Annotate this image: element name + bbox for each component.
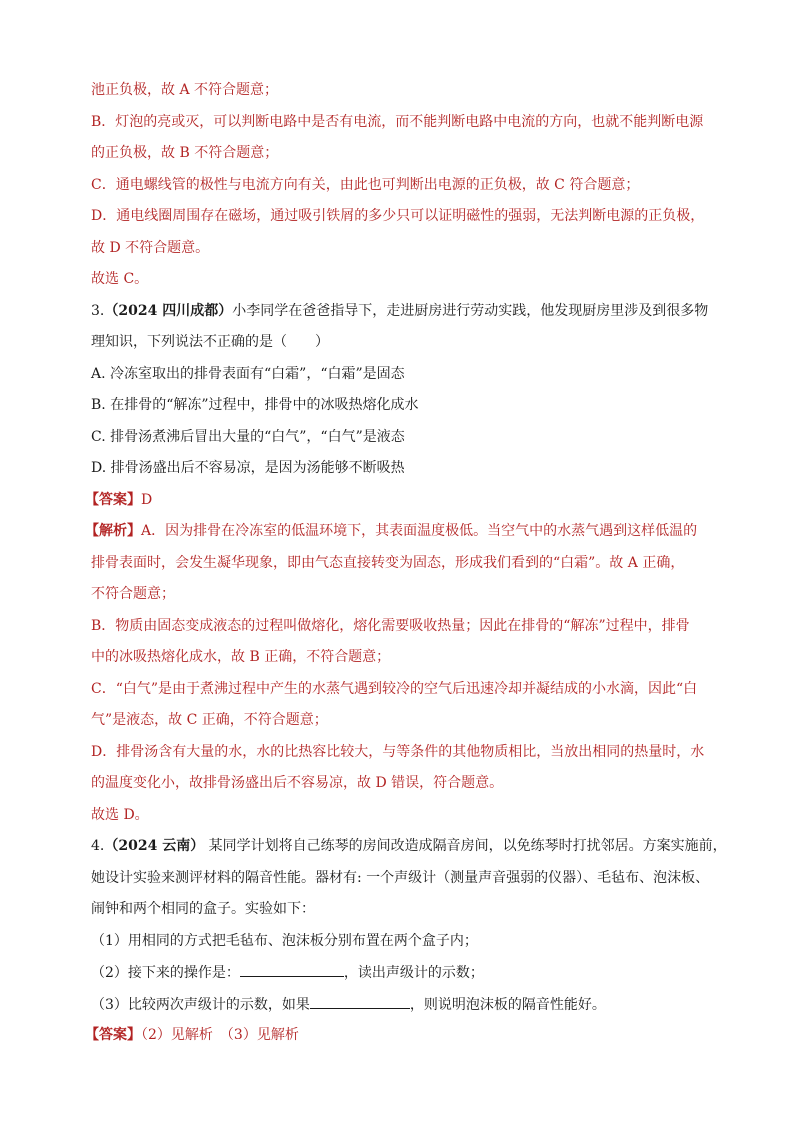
q3-option-d: D. 排骨汤盛出后不容易凉，是因为汤能够不断吸热	[91, 460, 405, 476]
q2-analysis-line: 的正负极，故 B 不符合题意；	[91, 145, 279, 161]
q3-option-b: B. 在排骨的“解冻”过程中，排骨中的冰吸热熔化成水	[91, 397, 419, 413]
q3-analysis-line: D．排骨汤含有大量的水，水的比热容比较大，与等条件的其他物质相比，当放出相同的热量时，水	[91, 743, 705, 760]
q3-analysis-line: 排骨表面时，会发生凝华现象，即由气态直接转变为固态，形成我们看到的“白霜”。故 A 正确，	[91, 554, 685, 571]
q4-answer-line	[85, 1023, 711, 1055]
q2-analysis-line: 故 D 不符合题意。	[91, 239, 210, 256]
q3-analysis-line: 中的冰吸热熔化成水，故 B 正确，不符合题意；	[91, 649, 391, 665]
q2-analysis-line: B．灯泡的亮或灭，可以判断电路中是否有电流，而不能判断电路中电流的方向，也就不能判断电源	[91, 113, 704, 130]
q4-source: （2024 云南）	[104, 838, 205, 854]
q4-step-2	[91, 960, 711, 992]
q3-option-a: A. 冷冻室取出的排骨表面有“白霜”，“白霜”是固态	[91, 365, 405, 382]
q3-analysis-line: B．物质由固态变成液态的过程叫做熔化，熔化需要吸收热量；因此在排骨的“解冻”过程中，排骨	[91, 617, 690, 634]
answer-blank	[240, 960, 344, 977]
q3-analysis-line: 气”是液态，故 C 正确，不符合题意；	[91, 712, 328, 728]
q3-analysis-text: A．因为排骨在冷冻室的低温环境下，其表面温度极低。当空气中的水蒸气遇到这样低温的	[141, 523, 698, 539]
q3-answer-value: D	[141, 491, 153, 508]
q4-step-2-suffix: ，读出声级计的示数；	[343, 965, 484, 981]
q3-analysis-label: 【解析】	[85, 523, 141, 539]
q3-analysis-line: 不符合题意；	[91, 586, 175, 602]
q3-analysis-line	[85, 519, 711, 551]
q4-step-3-suffix: ，则说明泡沫板的隔音性能好。	[409, 996, 606, 1013]
document-page	[85, 78, 727, 1055]
q2-analysis-line: 池正负极，故 A 不符合题意；	[91, 82, 279, 98]
q2-analysis-line: C．通电螺线管的极性与电流方向有关，由此也可判断出电源的正负极，故 C 符合题意；	[91, 176, 640, 193]
q4-step-3	[91, 992, 711, 1024]
q3-analysis-line: C．“白气”是由于煮沸过程中产生的水蒸气遇到较冷的空气后迅速冷却并凝结成的小水滴，因此“白	[91, 680, 698, 697]
q4-answer-value: （2）见解析 （3）见解析	[141, 1027, 299, 1043]
q3-answer-label: 【答案】	[85, 491, 141, 508]
q4-stem-line: 闹钟和两个相同的盒子。实验如下：	[91, 901, 315, 917]
q3-conclusion: 故选 D。	[91, 806, 149, 823]
q4-number: 4.	[91, 838, 105, 854]
q3-stem-line: 理知识，下列说法不正确的是（ ）	[91, 334, 329, 350]
q3-source: （2024 四川成都）	[104, 302, 233, 319]
q3-analysis-line: 的温度变化小，故排骨汤盛出后不容易凉，故 D 错误，符合题意。	[91, 775, 504, 791]
q4-stem-line: 她设计实验来测评材料的隔音性能。器材有: 一个声级计（测量声音强弱的仪器）、毛毡布、泡沫板、	[91, 869, 710, 886]
q2-conclusion: 故选 C。	[91, 271, 149, 287]
q4-step-1: （1）用相同的方式把毛毡布、泡沫板分别布置在两个盒子内；	[91, 932, 478, 949]
q3-stem-line	[91, 299, 711, 331]
q3-option-c: C. 排骨汤煮沸后冒出大量的“白气”，“白气”是液态	[91, 428, 405, 445]
q2-analysis-line: D．通电线圈周围存在磁场，通过吸引铁屑的多少只可以证明磁性的强弱，无法判断电源的正负极，	[91, 208, 705, 224]
q4-answer-label: 【答案】	[85, 1027, 141, 1043]
q4-stem-text: 某同学计划将自己练琴的房间改造成隔音房间，以免练琴时打扰邻居。方案实施前，	[204, 838, 727, 854]
q3-answer-line	[85, 488, 711, 520]
q4-step-3-prefix: （3）比较两次声级计的示数，如果	[91, 996, 310, 1013]
q3-stem-text: 小李同学在爸爸指导下，走进厨房进行劳动实践，他发现厨房里涉及到很多物	[232, 302, 709, 319]
q3-number: 3.	[91, 302, 105, 319]
q4-stem-line	[91, 834, 727, 866]
answer-blank	[310, 992, 410, 1009]
q4-step-2-prefix: （2）接下来的操作是：	[91, 965, 240, 981]
